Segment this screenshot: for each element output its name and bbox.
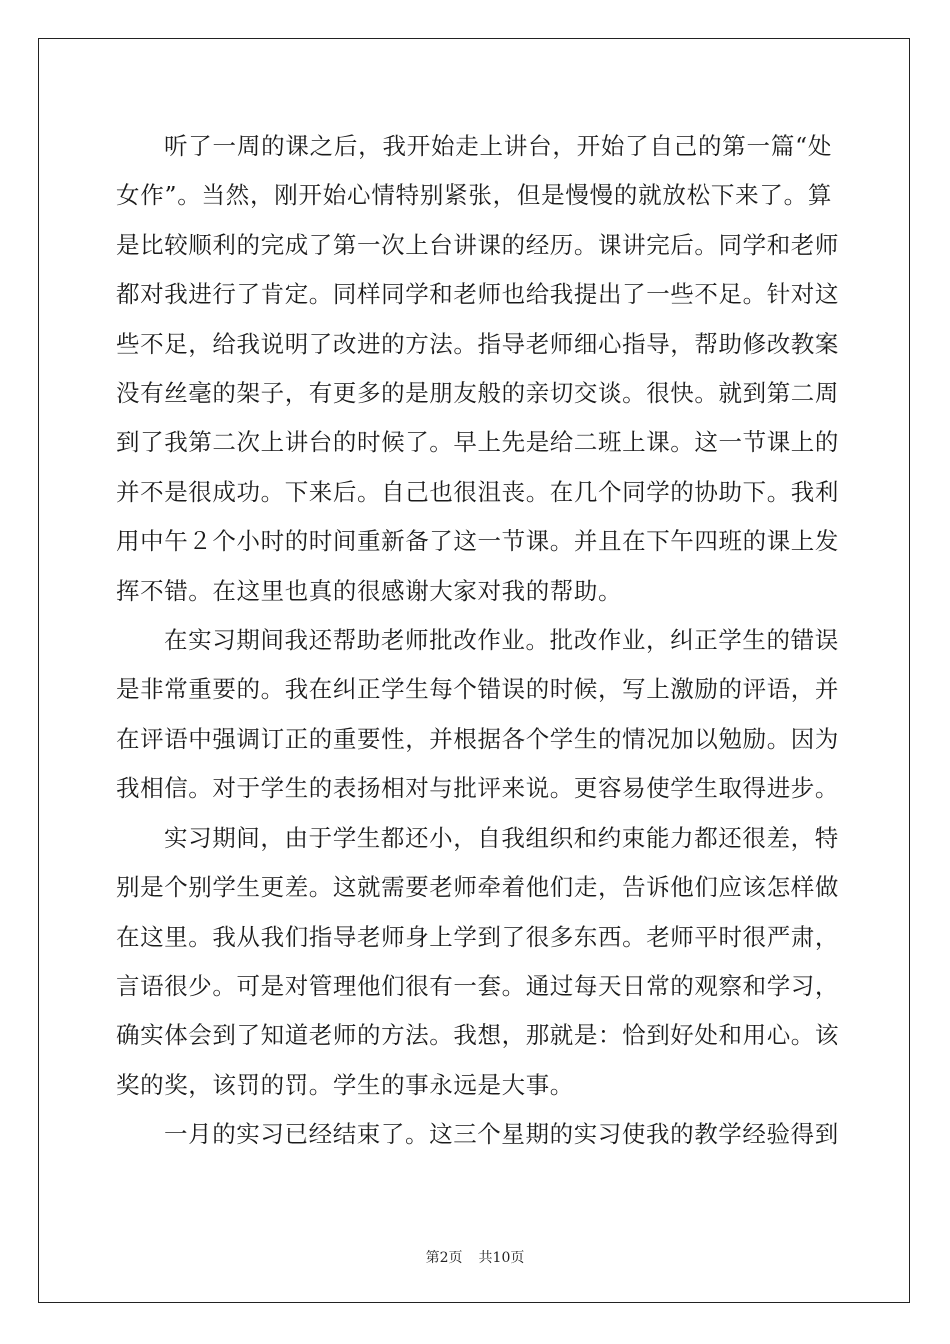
page-total: 共10页 (478, 1250, 525, 1266)
document-body (116, 122, 839, 1160)
text-line: 女作”。当然，刚开始心情特别紧张，但是慢慢的就放松下来了。算 (116, 181, 832, 210)
text-line: 用中午２个小时的时间重新备了这一节课。并且在下午四班的课上发 (116, 527, 839, 556)
text-line: 一月的实习已经结束了。这三个星期的实习使我的教学经验得到 (164, 1120, 839, 1149)
page-number: 第2页 (425, 1250, 463, 1266)
text-line: 在这里。我从我们指导老师身上学到了很多东西。老师平时很严肃， (116, 922, 839, 951)
text-line: 听了一周的课之后，我开始走上讲台，开始了自己的第一篇“处 (164, 132, 832, 160)
text-line: 奖的奖，该罚的罚。学生的事永远是大事。 (116, 1070, 574, 1099)
text-line: 在实习期间我还帮助老师批改作业。批改作业，纠正学生的错误 (164, 626, 839, 655)
text-line: 并不是很成功。下来后。自己也很沮丧。在几个同学的协助下。我利 (116, 477, 839, 506)
text-line: 是非常重要的。我在纠正学生每个错误的时候，写上激励的评语，并 (116, 675, 839, 704)
text-line: 是比较顺利的完成了第一次上台讲课的经历。课讲完后。同学和老师 (116, 230, 839, 259)
text-line: 我相信。对于学生的表扬相对与批评来说。更容易使学生取得进步。 (116, 774, 839, 803)
text-line: 挥不错。在这里也真的很感谢大家对我的帮助。 (116, 576, 623, 605)
text-line: 实习期间，由于学生都还小，自我组织和约束能力都还很差，特 (164, 823, 839, 852)
paragraph-1 (116, 122, 839, 616)
paragraph-4 (116, 1110, 839, 1159)
text-line: 些不足，给我说明了改进的方法。指导老师细心指导，帮助修改教案 (116, 329, 839, 358)
text-line: 没有丝毫的架子，有更多的是朋友般的亲切交谈。很快。就到第二周 (116, 379, 839, 408)
text-line: 别是个别学生更差。这就需要老师牵着他们走，告诉他们应该怎样做 (116, 873, 839, 902)
text-line: 都对我进行了肯定。同样同学和老师也给我提出了一些不足。针对这 (116, 280, 839, 309)
text-line: 在评语中强调订正的重要性，并根据各个学生的情况加以勉励。因为 (116, 724, 839, 753)
paragraph-2 (116, 616, 839, 814)
text-line: 到了我第二次上讲台的时候了。早上先是给二班上课。这一节课上的 (116, 428, 839, 457)
text-line: 言语很少。可是对管理他们很有一套。通过每天日常的观察和学习， (116, 971, 839, 1000)
page-footer (0, 1247, 950, 1267)
text-line: 确实体会到了知道老师的方法。我想，那就是：恰到好处和用心。该 (116, 1021, 839, 1050)
paragraph-3 (116, 814, 839, 1110)
